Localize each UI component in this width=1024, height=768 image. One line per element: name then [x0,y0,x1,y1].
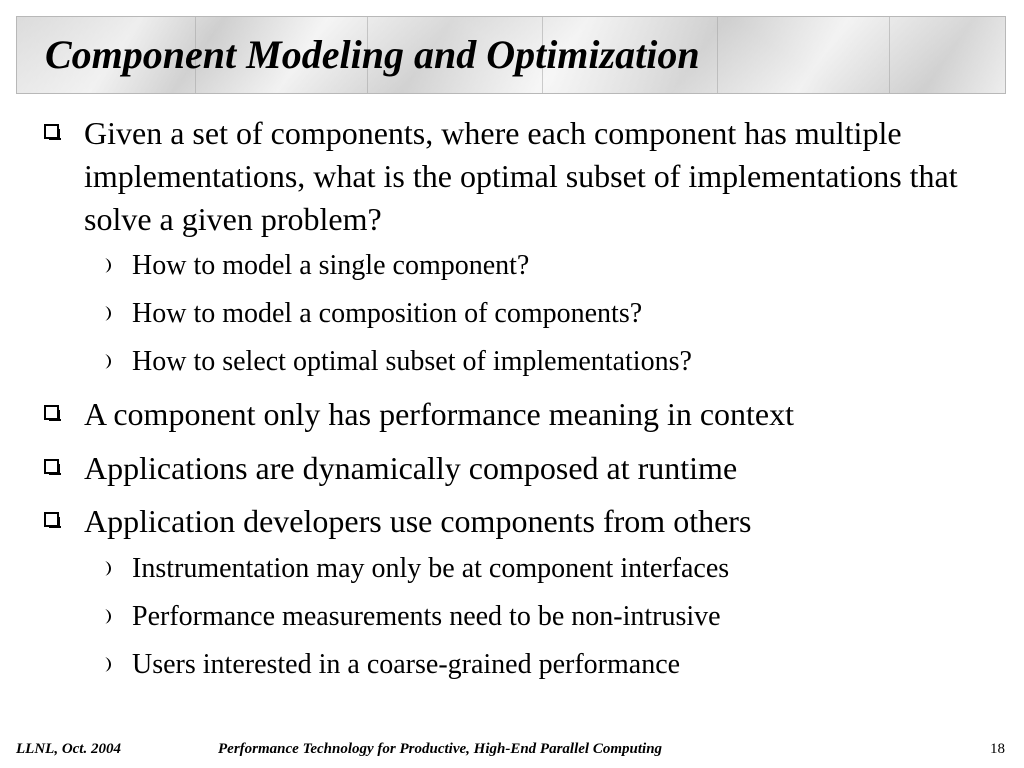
sub-bullet-text: How to model a composition of components? [132,298,643,329]
crescent-bullet-icon [96,306,111,321]
bullet-text: Application developers use components from others [84,503,752,539]
sub-bullet-text: Performance measurements need to be non-intrusive [132,601,721,632]
page-number: 18 [990,741,1005,757]
sub-bullet-text: How to select optimal subset of implementations? [132,346,692,377]
bullet-text: Given a set of components, where each component has multiple implementations, what is the optimal subset of implementations that solve a given problem? [84,115,958,237]
footer-left: LLNL, Oct. 2004 [16,741,121,757]
crescent-bullet-icon [96,258,111,273]
bullet-text: A component only has performance meaning in context [84,396,795,432]
square-bullet-icon [44,459,59,474]
slide-title: Component Modeling and Optimization [45,32,700,77]
banner-seam [717,17,718,93]
crescent-bullet-icon [96,609,111,624]
crescent-bullet-icon [96,354,111,369]
footer-center: Performance Technology for Productive, High-End Parallel Computing [218,741,663,757]
square-bullet-icon [44,405,59,420]
banner-seam [889,17,890,93]
square-bullet-icon [44,512,59,527]
title-banner [16,16,1006,94]
sub-bullet-text: Instrumentation may only be at component interfaces [132,553,730,584]
crescent-bullet-icon [96,657,111,672]
square-bullet-icon [44,124,59,139]
crescent-bullet-icon [96,561,111,576]
sub-bullet-text: How to model a single component? [132,250,530,281]
bullet-text: Applications are dynamically composed at runtime [84,450,738,486]
sub-bullet-text: Users interested in a coarse-grained performance [132,649,681,680]
